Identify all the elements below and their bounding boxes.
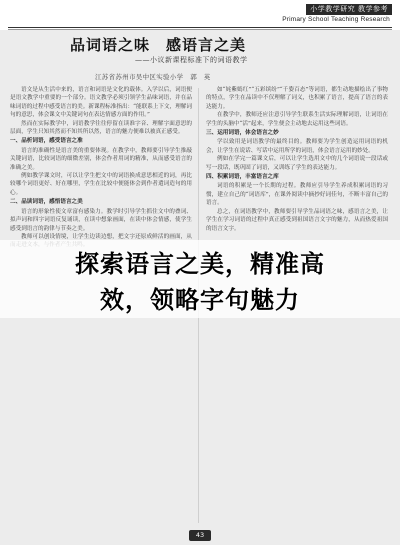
body-paragraph: 词语的积累是一个长期的过程。教师应引导学生养成积累词语的习惯，建立自己的“词语库”，在课外阅读中摘抄好词佳句，不断丰富自己的语言。 (206, 183, 388, 207)
body-paragraph: 在教学中，教师还应注意引导学生联系生活实际理解词语，让词语在学生的头脑中“活”起来，学生便会主动地去运用这些词语。 (206, 112, 388, 127)
body-paragraph: 语言的形象性使文章富有感染力。教学时引导学生抓住文中的叠词、拟声词和四字词语反复诵读，在读中想象画面，在读中体会情感，使学生感受到语言的韵律与节奏之美。 (10, 208, 192, 232)
journal-title: 小学教学研究 教学参考 (306, 4, 392, 15)
section-heading: 三、运用词语，体会语言之妙 (206, 130, 279, 137)
section-heading: 四、积累词语，丰富语言之库 (206, 174, 279, 181)
banner-headline-line-1: 探索语言之美，精准高 (75, 250, 325, 278)
body-paragraph: 然而在实际教学中，词语教学往往停留在读准字音、理解字面意思的层面，学生只知其然而不知其所以然，语言的魅力便难以被真正感受。 (10, 120, 192, 136)
section-heading: 一、品析词语，感受语言之准 (10, 138, 83, 145)
header-rule-thin (8, 29, 392, 30)
body-paragraph: 语文是从生活中来的，语言和词语是文化的载体。入学以后，词语便是语文教学中重要的一个部分。语文教学必须引领学生品味词语，并在品味词语的过程中感受语言的美。新课程标准指出：“能联系上下文，理解词句的意思，体会课文中关键词句在表达情感方面的作用。” (10, 87, 192, 119)
article-author: 江苏省苏州市吴中区实验小学 郭 英 (95, 73, 211, 81)
body-paragraph: 教师可以创设情境，让学生边读边想，把文字还原成鲜活的画面，从 (21, 233, 192, 240)
article-subtitle: ——小议新课程标准下的词语教学 (135, 56, 248, 64)
page-footer (0, 528, 400, 545)
body-paragraph: 例如在学完一篇课文后，可以让学生选用文中的几个词语说一段话或写一段话，既巩固了词语，又训练了学生的表达能力。 (206, 156, 388, 171)
body-paragraph: 语言的准确性是语言美的重要体现。在教学中，教师要引导学生推敲关键词语，比较词语的细微差别，体会作者用词的精准，从而感受语言的准确之美。 (10, 147, 192, 171)
journal-english-title: Primary School Teaching Research (282, 16, 390, 23)
header-rule (8, 27, 392, 28)
section-heading: 二、品读词语，感悟语言之美 (10, 199, 83, 206)
page-number: 43 (189, 530, 211, 541)
body-paragraph: 学以致用是词语教学的最终目的。教师要为学生创造运用词语的机会，让学生在说话、写话中运用所学的词语，体会语言运用的妙处。 (206, 139, 388, 154)
body-paragraph: 例如教学课文时，可以让学生把文中的词语换成意思相近的词，再比较哪个词语更好、好在哪里，学生在比较中便能体会到作者遣词造句的用心。 (10, 173, 192, 196)
journal-header (0, 0, 400, 30)
article-title: 品词语之味 感语言之美 (70, 36, 247, 54)
body-paragraph: 如“姹紫嫣红”“五彩缤纷”“千姿百态”等词语，都生动地描绘出了事物的特点，学生在品读中不仅理解了词义，也积累了语言，提高了语言的表达能力。 (206, 87, 388, 110)
body-paragraph: 总之，在词语教学中，教师要引导学生品词语之味，感语言之美，让学生在学习词语的过程中真正感受到祖国语言文字的魅力，从而热爱祖国的语言文字。 (206, 208, 388, 232)
banner-headline-line-2: 效，领略字句魅力 (100, 286, 300, 314)
